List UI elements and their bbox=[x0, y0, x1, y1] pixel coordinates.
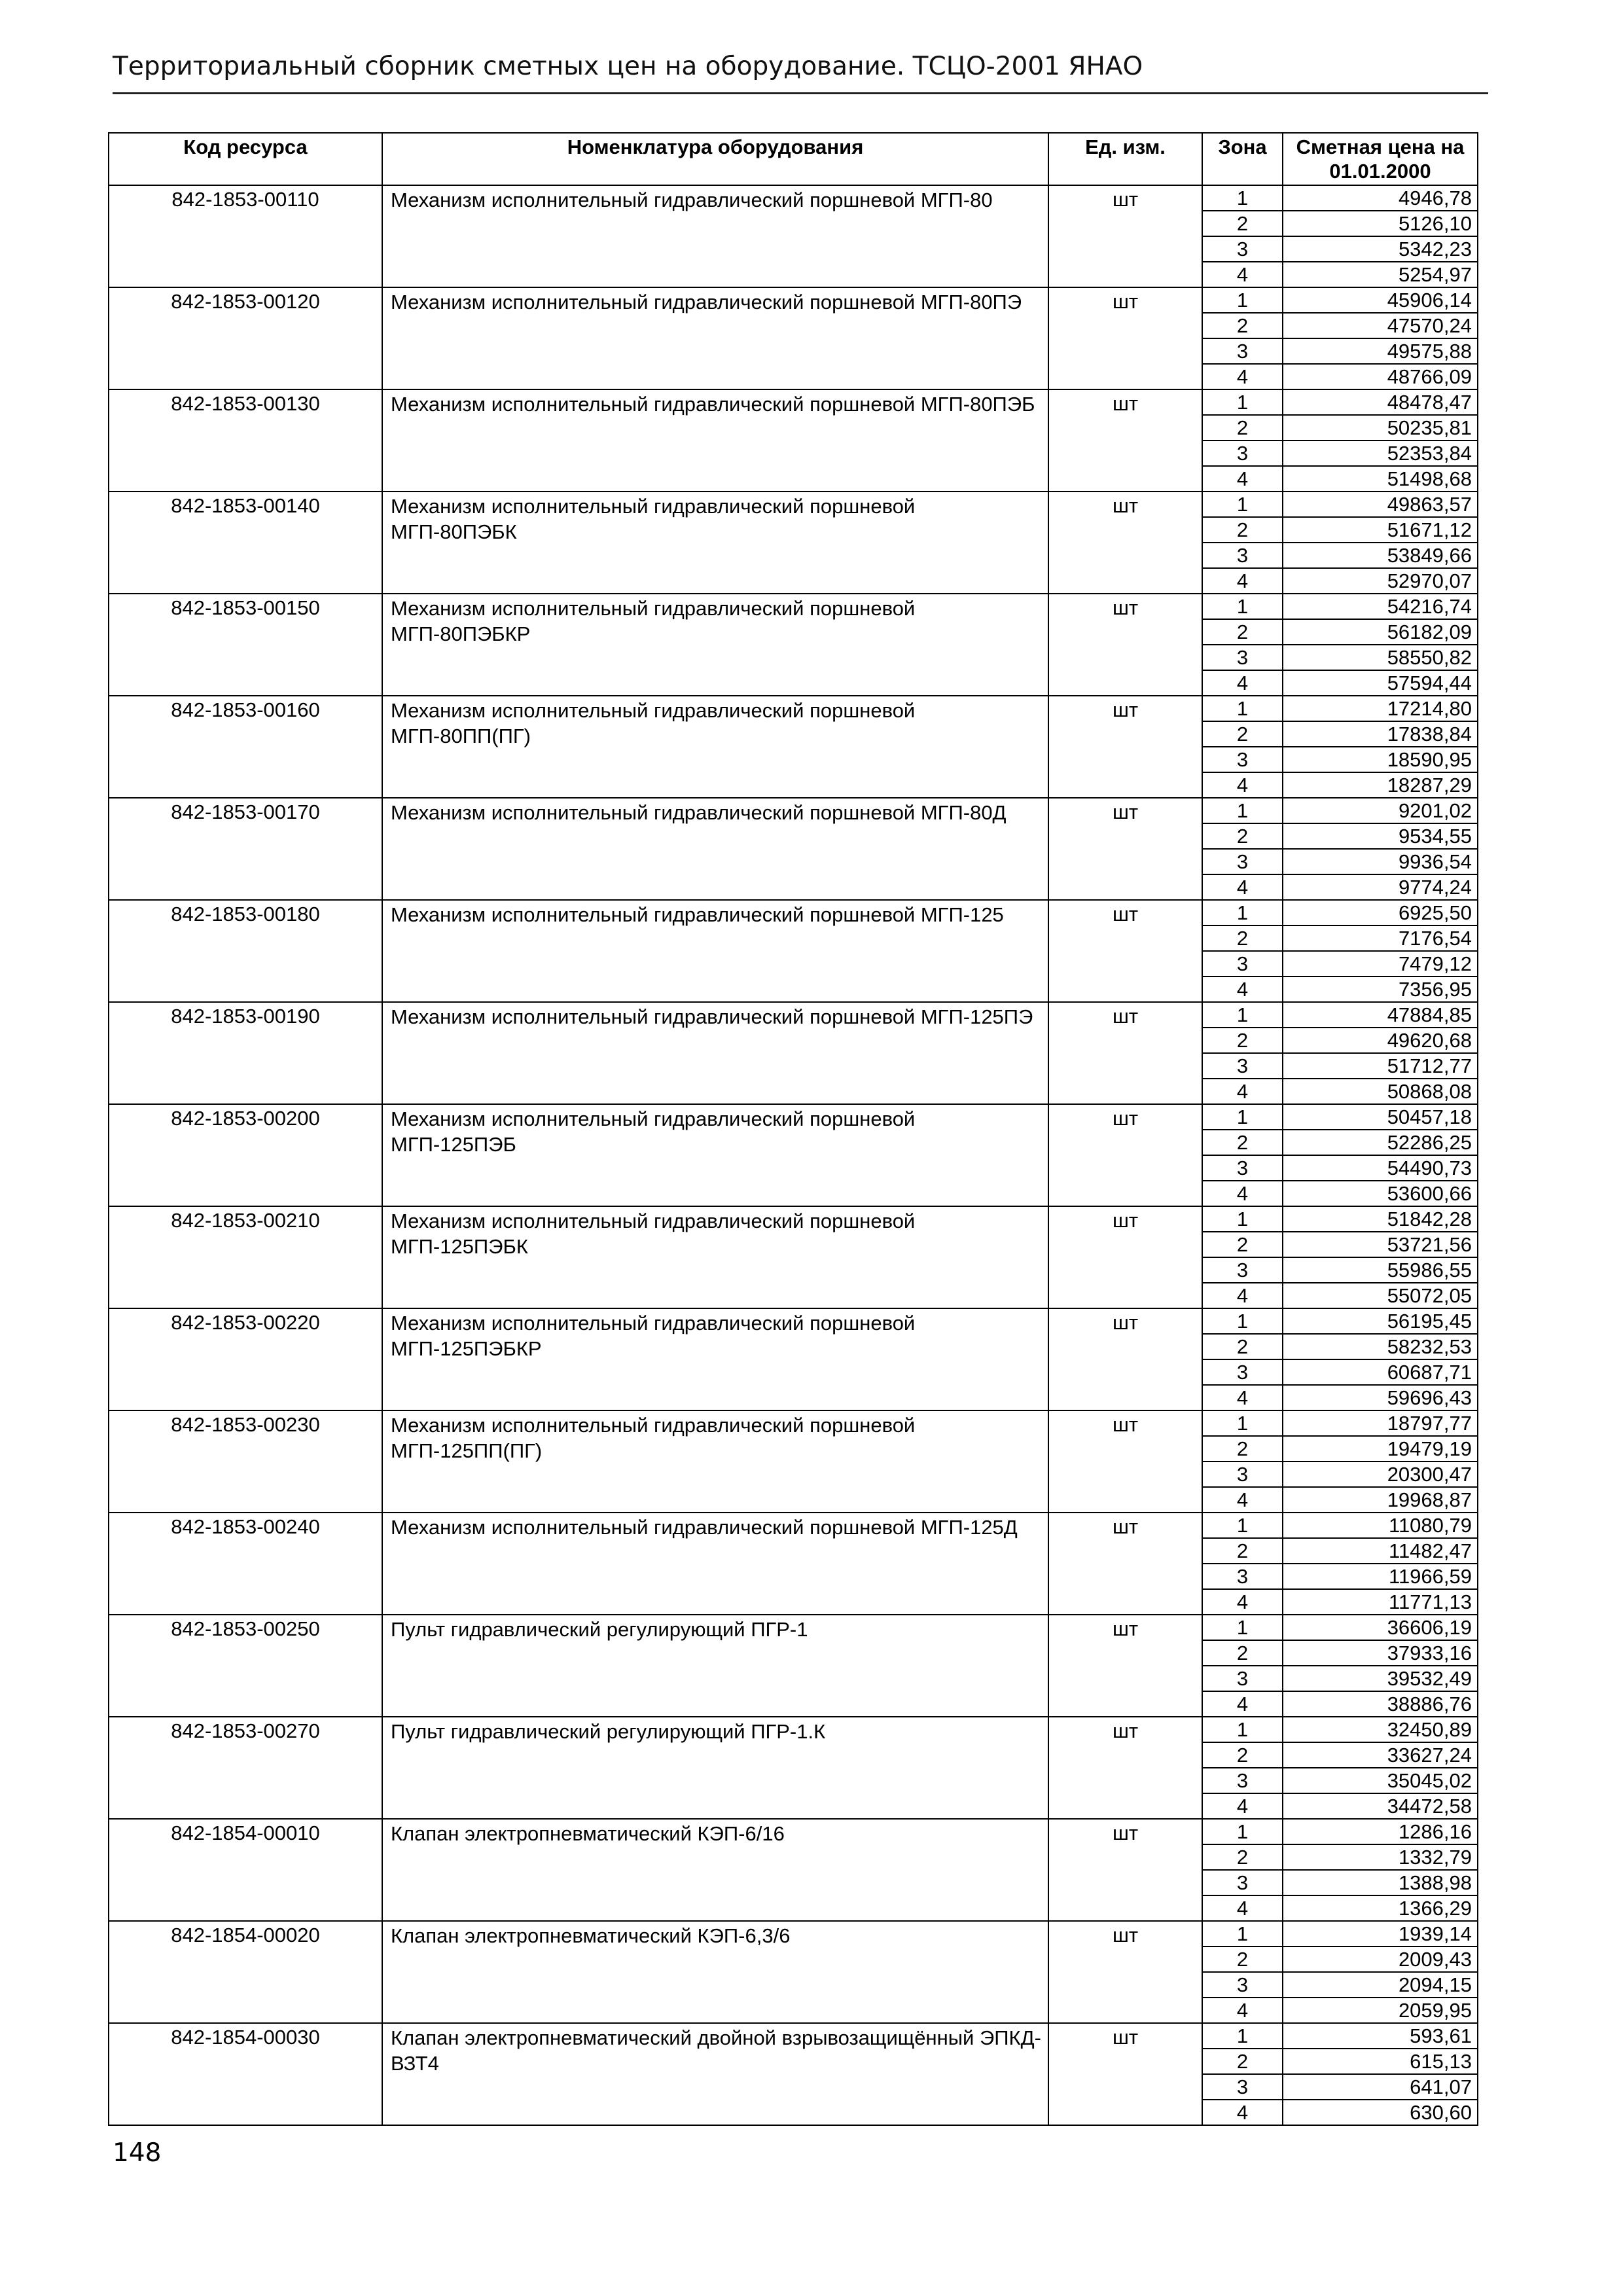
table-row bbox=[109, 696, 1478, 721]
column-header-price: Сметная цена на 01.01.2000 bbox=[1283, 133, 1478, 185]
price-cell: 2059,95 bbox=[1283, 1998, 1478, 2023]
table-row bbox=[109, 389, 1478, 415]
table-row bbox=[109, 1615, 1478, 1640]
price-cell: 17838,84 bbox=[1283, 721, 1478, 747]
price-cell: 1332,79 bbox=[1283, 1844, 1478, 1870]
zone-cell: 4 bbox=[1202, 1079, 1283, 1104]
zone-cell: 3 bbox=[1202, 1972, 1283, 1998]
price-cell: 58550,82 bbox=[1283, 645, 1478, 670]
price-cell: 49575,88 bbox=[1283, 338, 1478, 364]
price-cell: 55072,05 bbox=[1283, 1283, 1478, 1308]
price-cell: 47570,24 bbox=[1283, 313, 1478, 338]
price-cell: 1388,98 bbox=[1283, 1870, 1478, 1895]
column-header-unit: Ед. изм. bbox=[1048, 133, 1202, 185]
resource-code-cell: 842-1854-00030 bbox=[109, 2023, 382, 2125]
zone-cell: 4 bbox=[1202, 977, 1283, 1002]
price-cell: 11966,59 bbox=[1283, 1564, 1478, 1589]
price-cell: 50235,81 bbox=[1283, 415, 1478, 440]
zone-cell: 4 bbox=[1202, 1181, 1283, 1206]
table-row bbox=[109, 798, 1478, 823]
price-cell: 18797,77 bbox=[1283, 1410, 1478, 1436]
zone-cell: 4 bbox=[1202, 1283, 1283, 1308]
unit-cell: шт bbox=[1048, 389, 1202, 492]
equipment-name-cell: Пульт гидравлический регулирующий ПГР-1.К bbox=[382, 1717, 1048, 1819]
price-cell: 48478,47 bbox=[1283, 389, 1478, 415]
zone-cell: 4 bbox=[1202, 262, 1283, 287]
resource-code-cell: 842-1853-00230 bbox=[109, 1410, 382, 1513]
unit-cell: шт bbox=[1048, 1410, 1202, 1513]
equipment-name-cell: Механизм исполнительный гидравлический поршневой МГП-80 bbox=[382, 185, 1048, 287]
unit-cell: шт bbox=[1048, 1615, 1202, 1717]
price-cell: 20300,47 bbox=[1283, 1462, 1478, 1487]
unit-cell: шт bbox=[1048, 594, 1202, 696]
zone-cell: 1 bbox=[1202, 389, 1283, 415]
zone-cell: 2 bbox=[1202, 517, 1283, 543]
unit-cell: шт bbox=[1048, 1206, 1202, 1308]
zone-cell: 4 bbox=[1202, 1691, 1283, 1717]
table-row bbox=[109, 1717, 1478, 1742]
zone-cell: 2 bbox=[1202, 1436, 1283, 1462]
price-cell: 11771,13 bbox=[1283, 1589, 1478, 1615]
price-cell: 56182,09 bbox=[1283, 619, 1478, 645]
zone-cell: 1 bbox=[1202, 1104, 1283, 1130]
zone-cell: 2 bbox=[1202, 2049, 1283, 2074]
resource-code-cell: 842-1853-00160 bbox=[109, 696, 382, 798]
equipment-name-cell: Клапан электропневматический двойной взрывозащищённый ЭПКД-ВЗТ4 bbox=[382, 2023, 1048, 2125]
zone-cell: 4 bbox=[1202, 670, 1283, 696]
resource-code-cell: 842-1853-00110 bbox=[109, 185, 382, 287]
price-cell: 54216,74 bbox=[1283, 594, 1478, 619]
zone-cell: 2 bbox=[1202, 1742, 1283, 1768]
price-table-body bbox=[109, 185, 1478, 2125]
price-cell: 56195,45 bbox=[1283, 1308, 1478, 1334]
zone-cell: 2 bbox=[1202, 1640, 1283, 1666]
zone-cell: 1 bbox=[1202, 900, 1283, 925]
unit-cell: шт bbox=[1048, 1513, 1202, 1615]
header-divider bbox=[113, 92, 1488, 94]
zone-cell: 4 bbox=[1202, 568, 1283, 594]
price-cell: 51712,77 bbox=[1283, 1053, 1478, 1079]
unit-cell: шт bbox=[1048, 2023, 1202, 2125]
resource-code-cell: 842-1853-00190 bbox=[109, 1002, 382, 1104]
zone-cell: 1 bbox=[1202, 185, 1283, 211]
price-cell: 5342,23 bbox=[1283, 236, 1478, 262]
price-cell: 36606,19 bbox=[1283, 1615, 1478, 1640]
column-header-zone: Зона bbox=[1202, 133, 1283, 185]
resource-code-cell: 842-1853-00200 bbox=[109, 1104, 382, 1206]
price-cell: 51842,28 bbox=[1283, 1206, 1478, 1232]
price-cell: 4946,78 bbox=[1283, 185, 1478, 211]
price-cell: 51498,68 bbox=[1283, 466, 1478, 492]
zone-cell: 1 bbox=[1202, 1615, 1283, 1640]
zone-cell: 4 bbox=[1202, 1793, 1283, 1819]
zone-cell: 1 bbox=[1202, 1308, 1283, 1334]
unit-cell: шт bbox=[1048, 1717, 1202, 1819]
zone-cell: 4 bbox=[1202, 772, 1283, 798]
price-cell: 19968,87 bbox=[1283, 1487, 1478, 1513]
resource-code-cell: 842-1853-00180 bbox=[109, 900, 382, 1002]
zone-cell: 2 bbox=[1202, 1538, 1283, 1564]
equipment-name-cell: Клапан электропневматический КЭП-6,3/6 bbox=[382, 1921, 1048, 2023]
zone-cell: 1 bbox=[1202, 1717, 1283, 1742]
equipment-name-cell: Механизм исполнительный гидравлический поршневой МГП-80ПП(ПГ) bbox=[382, 696, 1048, 798]
price-cell: 49620,68 bbox=[1283, 1028, 1478, 1053]
price-cell: 6925,50 bbox=[1283, 900, 1478, 925]
zone-cell: 3 bbox=[1202, 747, 1283, 772]
resource-code-cell: 842-1853-00150 bbox=[109, 594, 382, 696]
zone-cell: 1 bbox=[1202, 696, 1283, 721]
price-cell: 18590,95 bbox=[1283, 747, 1478, 772]
zone-cell: 3 bbox=[1202, 1870, 1283, 1895]
price-cell: 35045,02 bbox=[1283, 1768, 1478, 1793]
price-cell: 38886,76 bbox=[1283, 1691, 1478, 1717]
page-number: 148 bbox=[113, 2138, 162, 2168]
price-cell: 9201,02 bbox=[1283, 798, 1478, 823]
equipment-name-cell: Пульт гидравлический регулирующий ПГР-1 bbox=[382, 1615, 1048, 1717]
price-cell: 45906,14 bbox=[1283, 287, 1478, 313]
price-cell: 50457,18 bbox=[1283, 1104, 1478, 1130]
zone-cell: 3 bbox=[1202, 1666, 1283, 1691]
equipment-name-cell: Механизм исполнительный гидравлический поршневой МГП-80ПЭБ bbox=[382, 389, 1048, 492]
resource-code-cell: 842-1853-00170 bbox=[109, 798, 382, 900]
equipment-name-cell: Механизм исполнительный гидравлический поршневой МГП-80ПЭБК bbox=[382, 492, 1048, 594]
price-cell: 53600,66 bbox=[1283, 1181, 1478, 1206]
price-cell: 593,61 bbox=[1283, 2023, 1478, 2049]
zone-cell: 2 bbox=[1202, 823, 1283, 849]
table-row bbox=[109, 2023, 1478, 2049]
price-cell: 2094,15 bbox=[1283, 1972, 1478, 1998]
zone-cell: 3 bbox=[1202, 1155, 1283, 1181]
zone-cell: 1 bbox=[1202, 2023, 1283, 2049]
zone-cell: 3 bbox=[1202, 1053, 1283, 1079]
zone-cell: 2 bbox=[1202, 619, 1283, 645]
zone-cell: 2 bbox=[1202, 925, 1283, 951]
equipment-name-cell: Механизм исполнительный гидравлический поршневой МГП-125ПЭБ bbox=[382, 1104, 1048, 1206]
price-cell: 34472,58 bbox=[1283, 1793, 1478, 1819]
zone-cell: 2 bbox=[1202, 313, 1283, 338]
zone-cell: 1 bbox=[1202, 1921, 1283, 1946]
zone-cell: 2 bbox=[1202, 1232, 1283, 1257]
zone-cell: 3 bbox=[1202, 1359, 1283, 1385]
zone-cell: 1 bbox=[1202, 798, 1283, 823]
zone-cell: 3 bbox=[1202, 1462, 1283, 1487]
unit-cell: шт bbox=[1048, 287, 1202, 389]
equipment-name-cell: Механизм исполнительный гидравлический поршневой МГП-125ПЭБК bbox=[382, 1206, 1048, 1308]
unit-cell: шт bbox=[1048, 900, 1202, 1002]
price-cell: 51671,12 bbox=[1283, 517, 1478, 543]
zone-cell: 4 bbox=[1202, 364, 1283, 389]
resource-code-cell: 842-1853-00140 bbox=[109, 492, 382, 594]
table-row bbox=[109, 1513, 1478, 1538]
price-cell: 50868,08 bbox=[1283, 1079, 1478, 1104]
table-row bbox=[109, 1206, 1478, 1232]
equipment-name-cell: Механизм исполнительный гидравлический поршневой МГП-80Д bbox=[382, 798, 1048, 900]
unit-cell: шт bbox=[1048, 696, 1202, 798]
zone-cell: 1 bbox=[1202, 287, 1283, 313]
price-cell: 52970,07 bbox=[1283, 568, 1478, 594]
price-cell: 9534,55 bbox=[1283, 823, 1478, 849]
zone-cell: 3 bbox=[1202, 849, 1283, 874]
zone-cell: 1 bbox=[1202, 1410, 1283, 1436]
column-header-code: Код ресурса bbox=[109, 133, 382, 185]
table-row bbox=[109, 1308, 1478, 1334]
zone-cell: 3 bbox=[1202, 1257, 1283, 1283]
price-cell: 48766,09 bbox=[1283, 364, 1478, 389]
column-header-name: Номенклатура оборудования bbox=[382, 133, 1048, 185]
zone-cell: 2 bbox=[1202, 1130, 1283, 1155]
price-cell: 615,13 bbox=[1283, 2049, 1478, 2074]
header-row bbox=[109, 133, 1478, 185]
resource-code-cell: 842-1853-00120 bbox=[109, 287, 382, 389]
zone-cell: 2 bbox=[1202, 1946, 1283, 1972]
table-row bbox=[109, 594, 1478, 619]
price-cell: 58232,53 bbox=[1283, 1334, 1478, 1359]
resource-code-cell: 842-1853-00270 bbox=[109, 1717, 382, 1819]
price-cell: 32450,89 bbox=[1283, 1717, 1478, 1742]
price-cell: 17214,80 bbox=[1283, 696, 1478, 721]
resource-code-cell: 842-1853-00220 bbox=[109, 1308, 382, 1410]
zone-cell: 2 bbox=[1202, 1844, 1283, 1870]
unit-cell: шт bbox=[1048, 1002, 1202, 1104]
price-cell: 53721,56 bbox=[1283, 1232, 1478, 1257]
zone-cell: 1 bbox=[1202, 594, 1283, 619]
price-cell: 9774,24 bbox=[1283, 874, 1478, 900]
zone-cell: 1 bbox=[1202, 1206, 1283, 1232]
price-cell: 47884,85 bbox=[1283, 1002, 1478, 1028]
table-row bbox=[109, 1921, 1478, 1946]
equipment-name-cell: Механизм исполнительный гидравлический поршневой МГП-125ПЭ bbox=[382, 1002, 1048, 1104]
equipment-name-cell: Механизм исполнительный гидравлический поршневой МГП-125ПП(ПГ) bbox=[382, 1410, 1048, 1513]
price-cell: 52353,84 bbox=[1283, 440, 1478, 466]
equipment-name-cell: Механизм исполнительный гидравлический поршневой МГП-125 bbox=[382, 900, 1048, 1002]
zone-cell: 4 bbox=[1202, 466, 1283, 492]
price-cell: 39532,49 bbox=[1283, 1666, 1478, 1691]
zone-cell: 1 bbox=[1202, 1513, 1283, 1538]
zone-cell: 4 bbox=[1202, 1895, 1283, 1921]
zone-cell: 3 bbox=[1202, 2074, 1283, 2100]
price-cell: 1939,14 bbox=[1283, 1921, 1478, 1946]
price-cell: 9936,54 bbox=[1283, 849, 1478, 874]
zone-cell: 2 bbox=[1202, 211, 1283, 236]
unit-cell: шт bbox=[1048, 1104, 1202, 1206]
equipment-name-cell: Механизм исполнительный гидравлический поршневой МГП-80ПЭ bbox=[382, 287, 1048, 389]
price-cell: 2009,43 bbox=[1283, 1946, 1478, 1972]
price-cell: 641,07 bbox=[1283, 2074, 1478, 2100]
price-cell: 33627,24 bbox=[1283, 1742, 1478, 1768]
price-cell: 59696,43 bbox=[1283, 1385, 1478, 1410]
table-row bbox=[109, 900, 1478, 925]
zone-cell: 4 bbox=[1202, 1385, 1283, 1410]
zone-cell: 2 bbox=[1202, 721, 1283, 747]
zone-cell: 4 bbox=[1202, 1487, 1283, 1513]
resource-code-cell: 842-1853-00210 bbox=[109, 1206, 382, 1308]
price-cell: 1286,16 bbox=[1283, 1819, 1478, 1844]
zone-cell: 3 bbox=[1202, 1768, 1283, 1793]
resource-code-cell: 842-1853-00130 bbox=[109, 389, 382, 492]
price-cell: 5126,10 bbox=[1283, 211, 1478, 236]
table-row bbox=[109, 492, 1478, 517]
price-cell: 53849,66 bbox=[1283, 543, 1478, 568]
zone-cell: 3 bbox=[1202, 543, 1283, 568]
zone-cell: 4 bbox=[1202, 1589, 1283, 1615]
unit-cell: шт bbox=[1048, 492, 1202, 594]
table-row bbox=[109, 1410, 1478, 1436]
price-cell: 37933,16 bbox=[1283, 1640, 1478, 1666]
table-row bbox=[109, 1819, 1478, 1844]
zone-cell: 1 bbox=[1202, 492, 1283, 517]
price-cell: 1366,29 bbox=[1283, 1895, 1478, 1921]
unit-cell: шт bbox=[1048, 185, 1202, 287]
unit-cell: шт bbox=[1048, 798, 1202, 900]
table-row bbox=[109, 1104, 1478, 1130]
page-header-title: Территориальный сборник сметных цен на оборудование. ТСЦО-2001 ЯНАО bbox=[113, 52, 1143, 81]
price-cell: 60687,71 bbox=[1283, 1359, 1478, 1385]
table-row bbox=[109, 185, 1478, 211]
zone-cell: 2 bbox=[1202, 1028, 1283, 1053]
zone-cell: 3 bbox=[1202, 1564, 1283, 1589]
zone-cell: 1 bbox=[1202, 1002, 1283, 1028]
zone-cell: 1 bbox=[1202, 1819, 1283, 1844]
price-cell: 49863,57 bbox=[1283, 492, 1478, 517]
resource-code-cell: 842-1854-00010 bbox=[109, 1819, 382, 1921]
price-cell: 11482,47 bbox=[1283, 1538, 1478, 1564]
zone-cell: 3 bbox=[1202, 440, 1283, 466]
zone-cell: 3 bbox=[1202, 338, 1283, 364]
zone-cell: 2 bbox=[1202, 415, 1283, 440]
equipment-name-cell: Механизм исполнительный гидравлический поршневой МГП-125ПЭБКР bbox=[382, 1308, 1048, 1410]
zone-cell: 4 bbox=[1202, 2100, 1283, 2125]
equipment-name-cell: Клапан электропневматический КЭП-6/16 bbox=[382, 1819, 1048, 1921]
price-cell: 57594,44 bbox=[1283, 670, 1478, 696]
price-cell: 18287,29 bbox=[1283, 772, 1478, 798]
resource-code-cell: 842-1853-00250 bbox=[109, 1615, 382, 1717]
zone-cell: 2 bbox=[1202, 1334, 1283, 1359]
zone-cell: 3 bbox=[1202, 236, 1283, 262]
zone-cell: 4 bbox=[1202, 1998, 1283, 2023]
resource-code-cell: 842-1854-00020 bbox=[109, 1921, 382, 2023]
table-row bbox=[109, 287, 1478, 313]
unit-cell: шт bbox=[1048, 1819, 1202, 1921]
unit-cell: шт bbox=[1048, 1921, 1202, 2023]
price-cell: 7356,95 bbox=[1283, 977, 1478, 1002]
zone-cell: 3 bbox=[1202, 951, 1283, 977]
resource-code-cell: 842-1853-00240 bbox=[109, 1513, 382, 1615]
equipment-name-cell: Механизм исполнительный гидравлический поршневой МГП-125Д bbox=[382, 1513, 1048, 1615]
price-cell: 5254,97 bbox=[1283, 262, 1478, 287]
price-table-header bbox=[109, 133, 1478, 185]
price-cell: 11080,79 bbox=[1283, 1513, 1478, 1538]
equipment-name-cell: Механизм исполнительный гидравлический поршневой МГП-80ПЭБКР bbox=[382, 594, 1048, 696]
price-table bbox=[108, 132, 1478, 2126]
price-cell: 7479,12 bbox=[1283, 951, 1478, 977]
unit-cell: шт bbox=[1048, 1308, 1202, 1410]
price-cell: 7176,54 bbox=[1283, 925, 1478, 951]
price-cell: 52286,25 bbox=[1283, 1130, 1478, 1155]
table-row bbox=[109, 1002, 1478, 1028]
zone-cell: 4 bbox=[1202, 874, 1283, 900]
price-cell: 54490,73 bbox=[1283, 1155, 1478, 1181]
price-cell: 19479,19 bbox=[1283, 1436, 1478, 1462]
price-cell: 630,60 bbox=[1283, 2100, 1478, 2125]
price-cell: 55986,55 bbox=[1283, 1257, 1478, 1283]
zone-cell: 3 bbox=[1202, 645, 1283, 670]
